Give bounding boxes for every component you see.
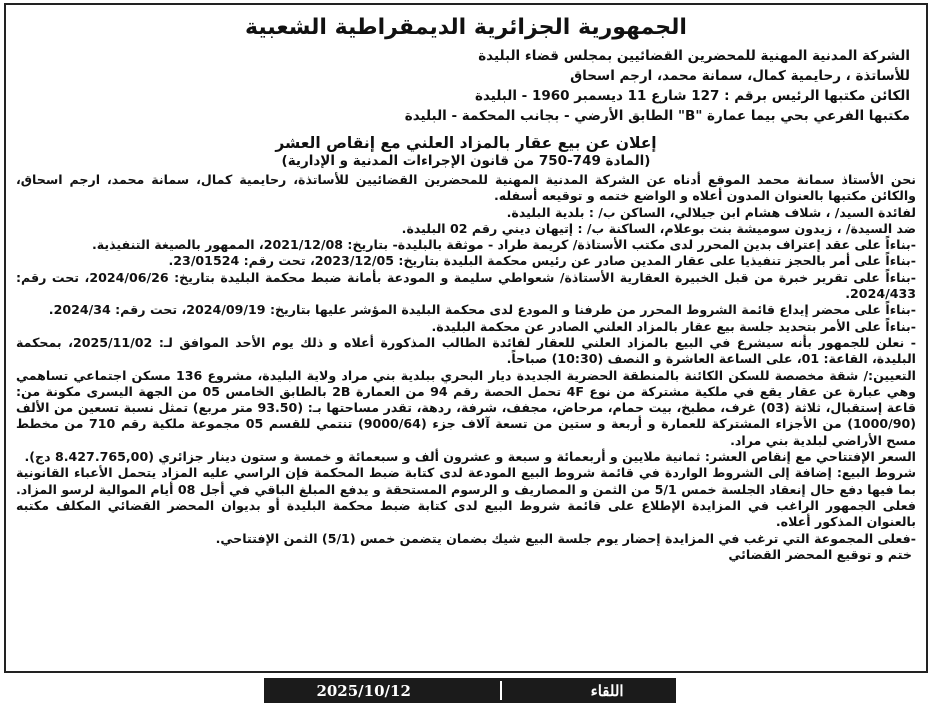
paragraph-debtor: ضد السيدة/ ، زيدون سوميشة بنت بوعلام، الساكنة ب/ : إتيهان ديني رقم 02 البليدة. bbox=[401, 220, 916, 236]
paragraph-signature: ختم و توقيع المحضر القضائي bbox=[728, 546, 912, 562]
notice-subtitle: (المادة 749-750 من قانون الإجراءات المدنية و الإدارية) bbox=[281, 153, 651, 169]
paragraph-debt-deed: -بناءاً على عقد إعتراف بدين المحرر لدى مكتب الأستاذة/ كريمة طراد - موثقة بالبليدة- بتاريخ: 2021/12/08، الممهور بالصيغة التنفيذية. bbox=[91, 237, 916, 253]
newspaper-name: اللقاء bbox=[590, 681, 624, 700]
footer-separator bbox=[500, 681, 502, 700]
notice-title: إعلان عن بيع عقار بالمزاد العلني مع إنقاص العشر bbox=[275, 134, 657, 152]
notice-body bbox=[16, 172, 916, 563]
paragraph-property-description: التعيين:/ شقة مخصصة للسكن الكائنة بالمنطقة الحضرية الجديدة ديار البحري ببلدية بني مراد ولاية البليدة، مشروع 136 مسكن اجتماعي تساهمي وهي عبارة عن عقار يقع في ملكية مشتركة من نوع 4F تحمل الحصة رقم 94 من العمارة 2B بالطابق الخامس 05 من الجهة اليسرى مكونة من: قاعة إستقبال، ثلاثة (03) غرف، مطبخ، بيت حمام، مرحاض، مجفف، شرفة، ردهة، تقدر مساحتها بـ: (93.50 متر مربع) تمثل نسبة تسعين من الألف (1000/90) من الأجزاء المشتركة للعمارة و أربعة و ستين من تسعة آلاف جزء (9000/64) تنتمي للقسم 05 مجموعة ملكية رقم 710 من مخطط مسح الأراضي لبلدية بني مراد. bbox=[16, 367, 917, 448]
company-name: الشركة المدنية المهنية للمحضرين القضائيين بمجلس قضاء البليدة bbox=[478, 48, 910, 64]
paragraph-creditor: لفائدة السيد/ ، شلاف هشام ابن جيلالي، الساكن ب/ : بلدية البليدة. bbox=[506, 204, 916, 220]
paragraph-intro: نحن الأستاذ سمانة محمد الموقع أدناه عن الشركة المدنية المهنية للمحضرين القضائيين للأساتذة، رحايمية كمال، سمانة محمد، ارجم اسحاق، والكائن مكتبها بالعنوان المدون أعلاه و الواضع ختمه و توقيعه أسفله. bbox=[16, 172, 916, 204]
paragraph-auction-announcement: - نعلن للجمهور بأنه سيشرع في البيع بالمزاد العلني للعقار لفائدة الطالب المذكورة أعلاه و ذلك يوم الأحد الموافق لـ: 2025/11/02، بمحكمة البليدة، القاعة: 01، على الساعة العاشرة و النصف (10:30) صباحاً. bbox=[16, 334, 916, 367]
newspaper-footer bbox=[264, 678, 676, 703]
company-branch-address: مكتبها الفرعي بحي بيما عمارة "B" الطابق الأرضي - بجانب المحكمة - البليدة bbox=[404, 108, 910, 124]
company-partners: للأساتذة ، رحايمية كمال، سمانة محمد، ارجم اسحاق bbox=[570, 68, 910, 84]
paragraph-seizure-order: -بناءاً على أمر بالحجز تنفيذيا على عقار المدين صادر عن رئيس محكمة البليدة بتاريخ: 2023/12/05، تحت رقم: 23/01524. bbox=[168, 253, 916, 269]
paragraph-sale-conditions: شروط البيع: إضافة إلى الشروط الواردة في قائمة شروط البيع المودعة لدى كتابة ضبط المحكمة فإن الراسي عليه المزاد يتحمل الأعباء القانونية بما فيها دفع حال إنعقاد الجلسة خمس 5/1 من الثمن و المصاريف و الرسوم المستحقة و يدفع المبلغ الباقي في أجل 08 أيام الموالية لرسو المزاد. فعلى الجمهور الراغب في المزايدة الإطلاع على قائمة شروط البيع لدى كتابة ضبط محكمة البليدة أو بديوان المحضر القضائي المكلف مكتبه بالعنوان المذكور أعلاه. bbox=[16, 465, 916, 530]
company-hq-address: الكائن مكتبها الرئيس برقم : 127 شارع 11 ديسمبر 1960 - البليدة bbox=[474, 88, 910, 104]
paragraph-expert-report: -بناءاً على تقرير خبرة من قبل الخبيرة العقارية الأستاذة/ شعواطي سليمة و المودعة بأمانة ضبط محكمة البليدة بتاريخ: 2024/06/26، تحت رقم: 2024/433. bbox=[16, 269, 916, 302]
publication-date: 2025/10/12 bbox=[316, 681, 411, 700]
paragraph-conditions-deposit: -بناءاً على محضر إيداع قائمة الشروط المحرر من طرفنا و المودع لدى محكمة البليدة المؤشر عليها بتاريخ: 2024/09/19، تحت رقم: 2024/34. bbox=[48, 302, 916, 318]
paragraph-guarantee: -فعلى المجموعة التي ترغب في المزايدة إحضار يوم جلسة البيع شيك بضمان يتضمن خمس (5/1) الثمن الإفتتاحي. bbox=[215, 530, 916, 546]
country-title: الجمهورية الجزائرية الديمقراطية الشعبية bbox=[245, 15, 687, 40]
paragraph-hearing-order: -بناءاً على الأمر بتحديد جلسة بيع عقار بالمزاد العلني الصادر عن محكمة البليدة. bbox=[431, 318, 916, 334]
paragraph-opening-price: السعر الإفتتاحي مع إنقاص العشر: ثمانية ملايين و أربعمائة و سبعة و عشرون ألف و سبعمائة و خمسة و ستون دينار جزائري (8.427.765,00 دج). bbox=[24, 449, 916, 465]
notice-frame bbox=[4, 3, 928, 673]
